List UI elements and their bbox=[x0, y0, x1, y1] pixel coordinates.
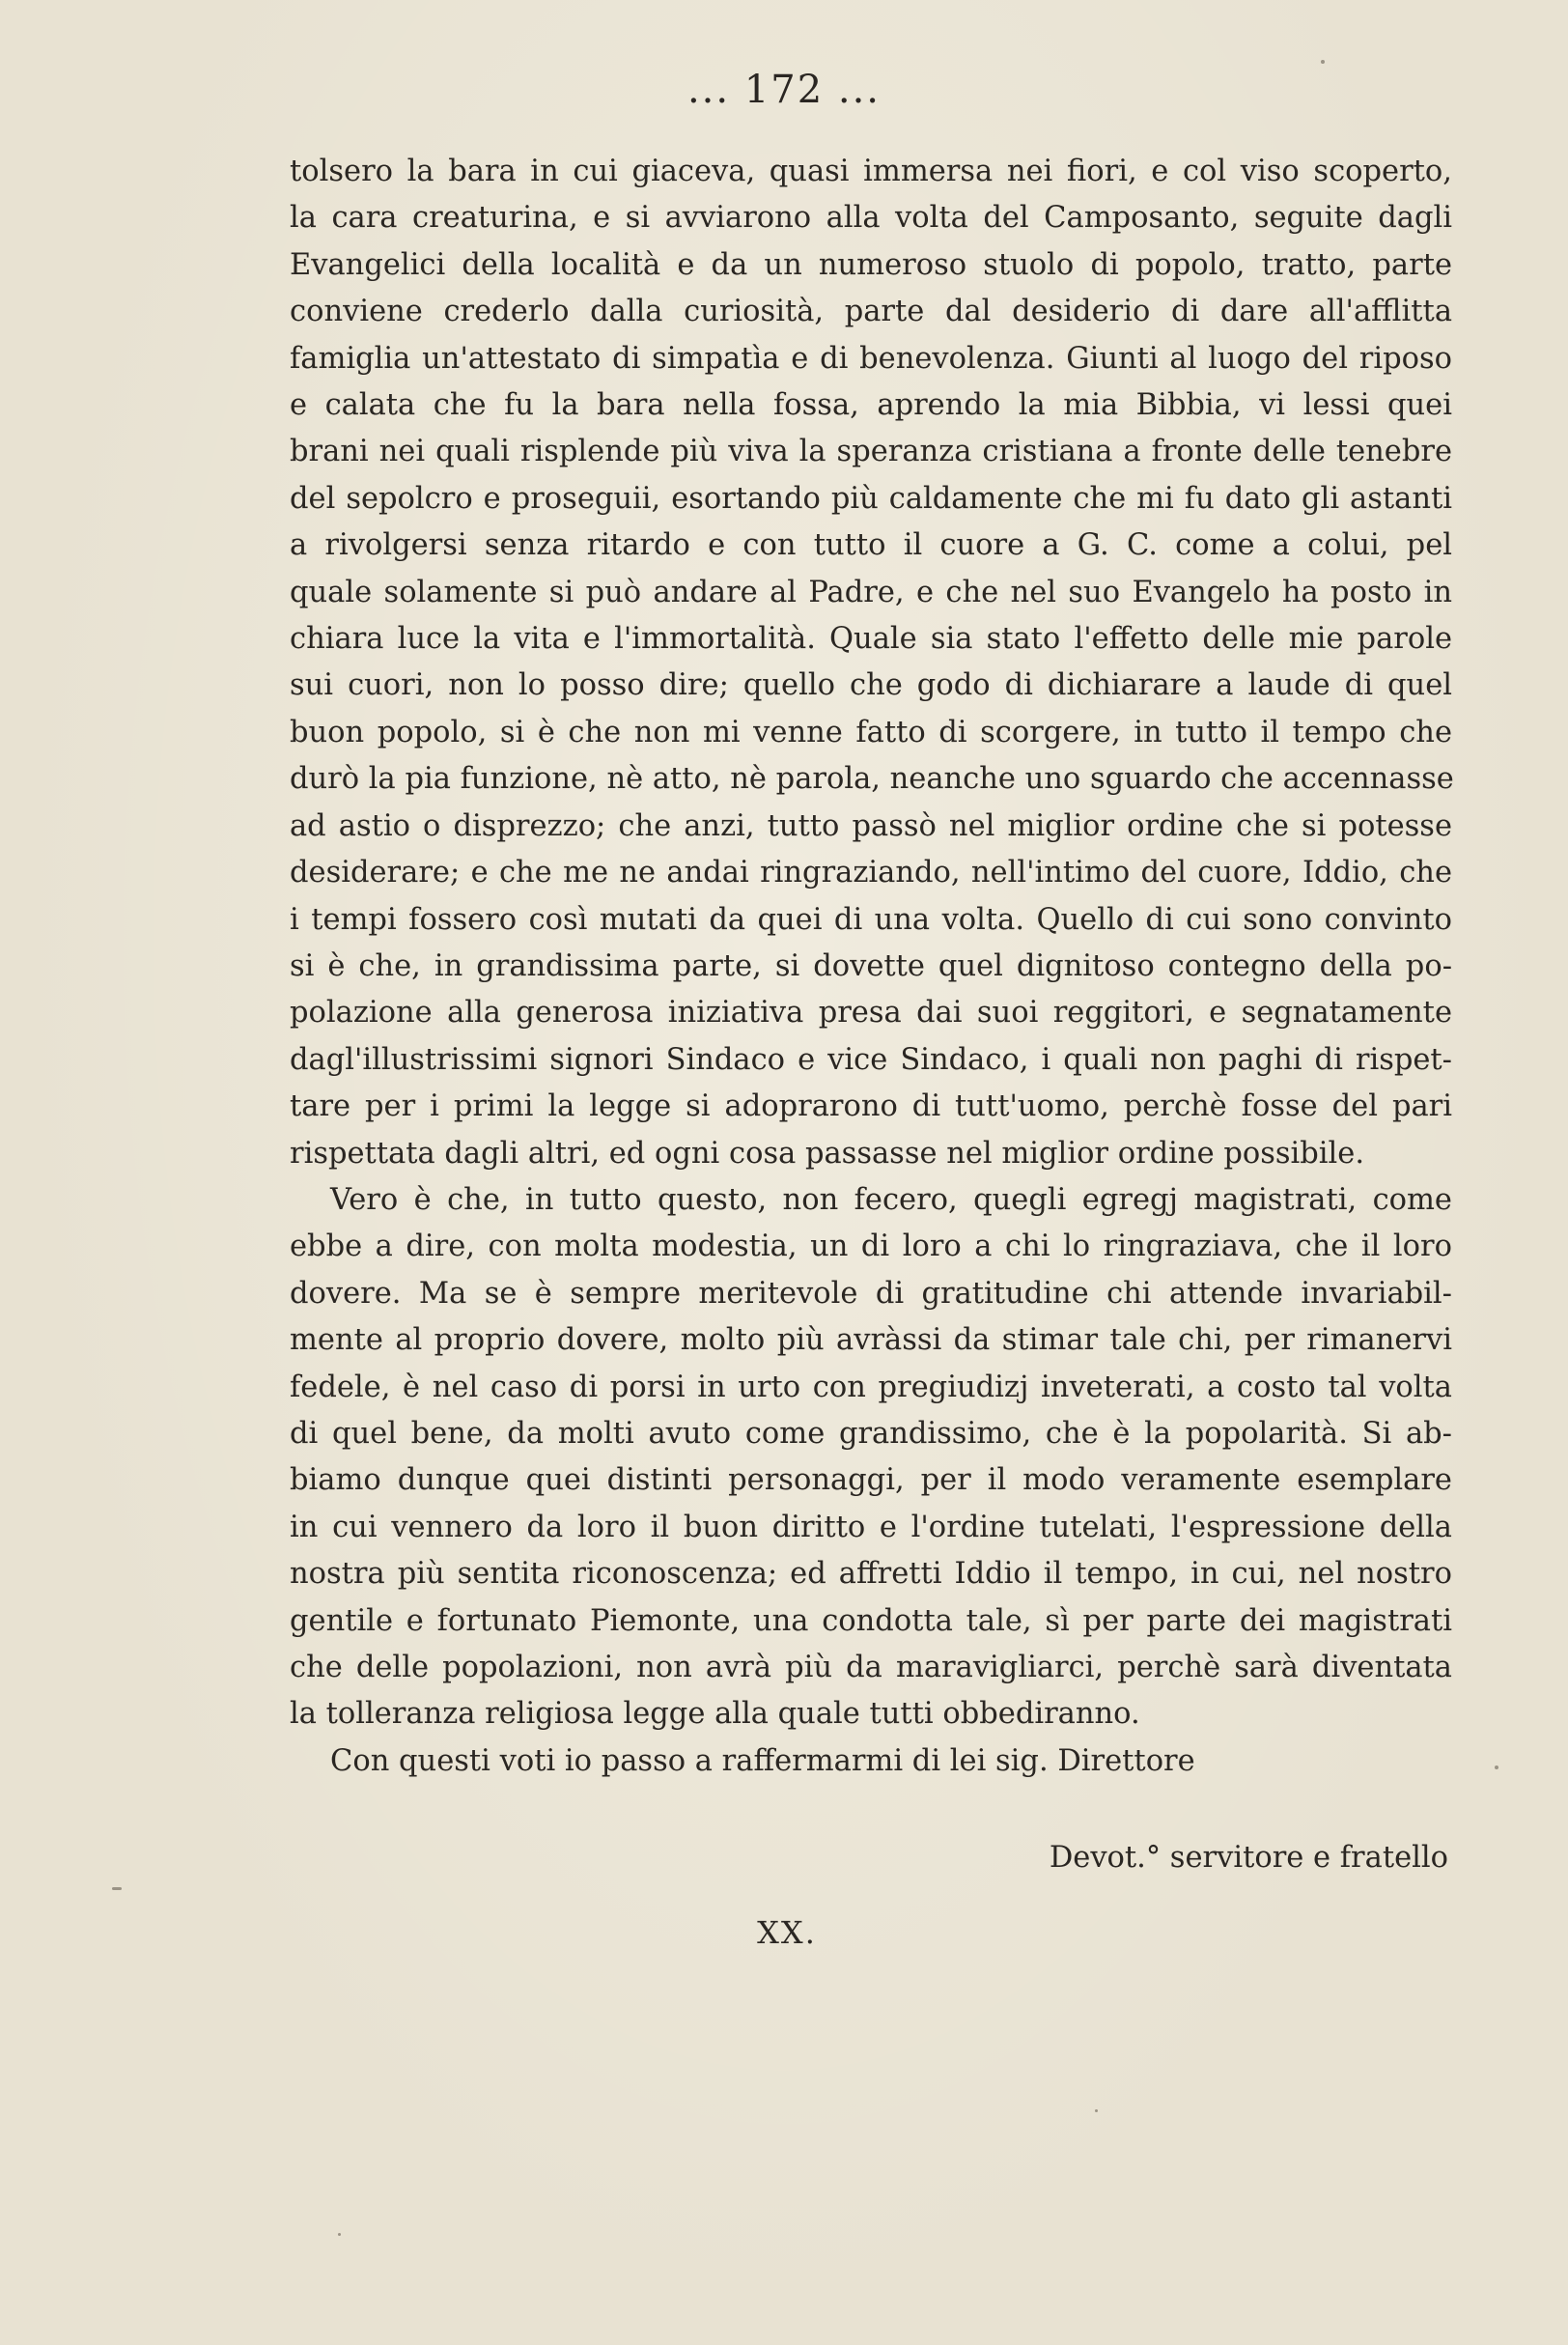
text-line: gentile e fortunato Piemonte, una condotta tale, sì per parte dei magistrati bbox=[290, 1603, 1452, 1638]
text-line: nostra più sentita riconoscenza; ed affretti Iddio il tempo, in cui, nel nostro bbox=[290, 1557, 1452, 1592]
text-line: in cui vennero da loro il buon diritto e l'ordine tutelati, l'espressione della bbox=[290, 1510, 1452, 1544]
text-line: dagl'illustrissimi signori Sindaco e vice Sindaco, i quali non paghi di rispet- bbox=[290, 1042, 1452, 1077]
text-line: quale solamente si può andare al Padre, e che nel suo Evangelo ha posto in bbox=[290, 575, 1452, 609]
paragraph-2 bbox=[290, 1177, 1452, 1738]
body-text bbox=[290, 149, 1452, 1785]
text-line: i tempi fossero così mutati da quei di una volta. Quello di cui sono convinto bbox=[290, 902, 1452, 937]
text-line: a rivolgersi senza ritardo e con tutto il cuore a G. C. come a colui, pel bbox=[290, 528, 1452, 563]
page-number: ... 172 ... bbox=[686, 68, 882, 112]
text-line: la tolleranza religiosa legge alla quale tutti obbediranno. bbox=[290, 1697, 1140, 1732]
paragraph-1 bbox=[290, 149, 1452, 1177]
paper-speck bbox=[338, 2233, 341, 2236]
text-line: chiara luce la vita e l'immortalità. Quale sia stato l'effetto delle mie parole bbox=[290, 622, 1452, 657]
paragraph-3 bbox=[290, 1738, 1452, 1785]
text-line: desiderare; e che me ne andai ringraziando, nell'intimo del cuore, Iddio, che bbox=[290, 856, 1452, 890]
text-line: del sepolcro e proseguii, esortando più caldamente che mi fu dato gli astanti bbox=[290, 481, 1452, 516]
paper-speck bbox=[112, 1887, 122, 1890]
text-line: sui cuori, non lo posso dire; quello che godo di dichiarare a laude di quel bbox=[290, 668, 1452, 703]
closing-salutation: Devot.° servitore e fratello bbox=[1049, 1841, 1448, 1875]
text-line: ad astio o disprezzo; che anzi, tutto passò nel miglior ordine che si potesse bbox=[290, 808, 1452, 843]
paper-speck bbox=[1495, 1766, 1498, 1769]
text-line: e calata che fu la bara nella fossa, aprendo la mia Bibbia, vi lessi quei bbox=[290, 388, 1452, 423]
text-line: biamo dunque quei distinti personaggi, per il modo veramente esemplare bbox=[290, 1463, 1452, 1498]
text-line: la cara creaturina, e si avviarono alla volta del Camposanto, seguite dagli bbox=[290, 201, 1452, 236]
text-line: tare per i primi la legge si adoprarono di tutt'uomo, perchè fosse del pari bbox=[290, 1089, 1452, 1124]
text-line: dovere. Ma se è sempre meritevole di gratitudine chi attende invariabil- bbox=[290, 1276, 1452, 1311]
text-line: Evangelici della località e da un numeroso stuolo di popolo, tratto, parte bbox=[290, 247, 1452, 282]
text-line: conviene crederlo dalla curiosità, parte dal desiderio di dare all'afflitta bbox=[290, 295, 1452, 329]
text-line: di quel bene, da molti avuto come grandissimo, che è la popolarità. Si ab- bbox=[290, 1416, 1452, 1451]
text-line: durò la pia funzione, nè atto, nè parola, neanche uno sguardo che accennasse bbox=[290, 762, 1454, 797]
text-line: rispettata dagli altri, ed ogni cosa passasse nel miglior ordine possibile. bbox=[290, 1136, 1365, 1171]
paper-speck bbox=[1095, 2109, 1098, 2112]
text-line: tolsero la bara in cui giaceva, quasi immersa nei fiori, e col viso scoperto, bbox=[290, 155, 1452, 188]
text-line: polazione alla generosa iniziativa presa dai suoi reggitori, e segnatamente bbox=[290, 996, 1452, 1031]
text-line: fedele, è nel caso di porsi in urto con pregiudizj inveterati, a costo tal volta bbox=[290, 1370, 1452, 1404]
signature bbox=[0, 1914, 1568, 1951]
text-line: buon popolo, si è che non mi venne fatto di scorgere, in tutto il tempo che bbox=[290, 715, 1452, 749]
paper-speck bbox=[1321, 60, 1325, 64]
text-line: che delle popolazioni, non avrà più da maravigliarci, perchè sarà diventata bbox=[290, 1651, 1452, 1684]
signature-text: XX. bbox=[757, 1914, 817, 1951]
text-line: ebbe a dire, con molta modestia, un di loro a chi lo ringraziava, che il loro bbox=[290, 1229, 1452, 1264]
text-line: brani nei quali risplende più viva la speranza cristiana a fronte delle tenebre bbox=[290, 435, 1452, 469]
text-line: si è che, in grandissima parte, si dovette quel dignitoso contegno della po- bbox=[290, 948, 1452, 983]
text-line: Vero è che, in tutto questo, non fecero, quegli egregj magistrati, come bbox=[330, 1182, 1452, 1217]
text-line: famiglia un'attestato di simpatìa e di benevolenza. Giunti al luogo del riposo bbox=[290, 341, 1452, 376]
text-line: mente al proprio dovere, molto più avràssi da stimar tale chi, per rimanervi bbox=[290, 1323, 1452, 1358]
text-line: Con questi voti io passo a raffermarmi di lei sig. Direttore bbox=[330, 1743, 1195, 1778]
